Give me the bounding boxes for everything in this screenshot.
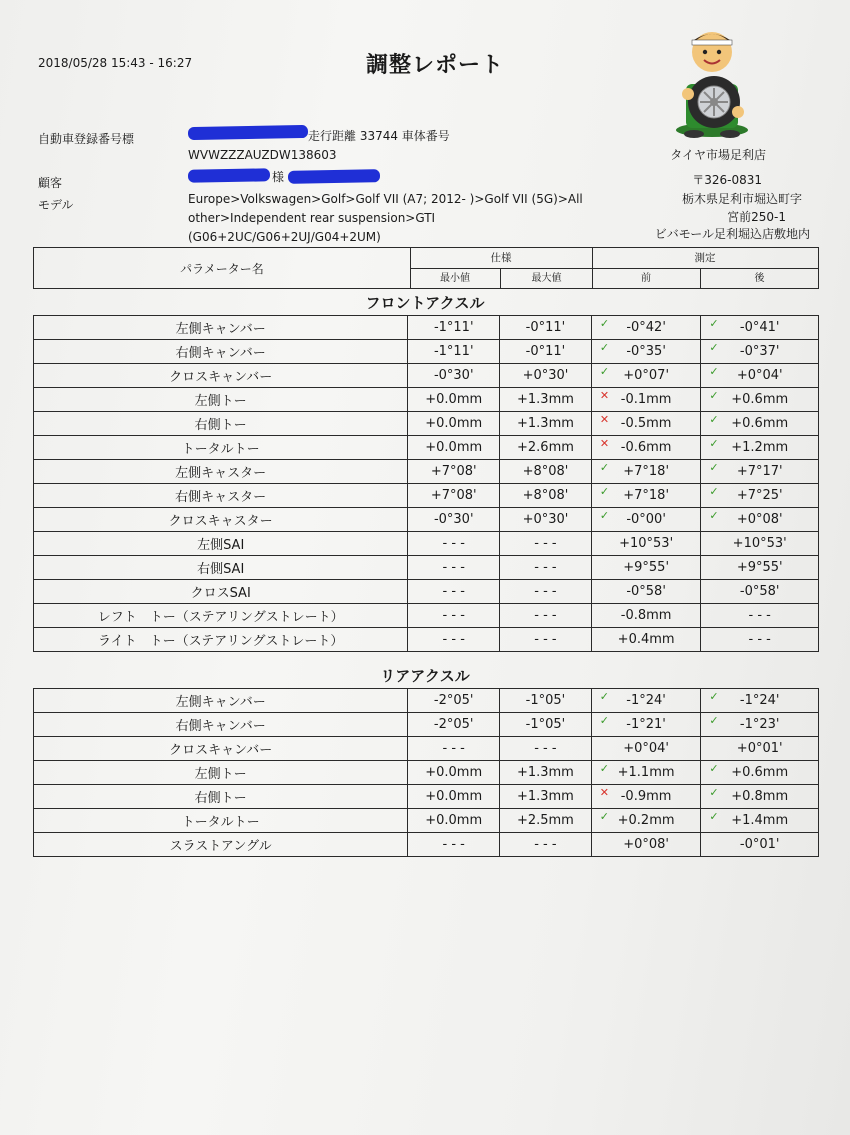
spec-min-cell: [408, 532, 500, 556]
check-icon: ✓: [709, 690, 719, 703]
measure-rear-cell: [701, 580, 819, 604]
measure-front-cell: [591, 436, 701, 460]
spec-max: +1.3mm: [516, 789, 574, 804]
param-name: クロスキャンバー: [169, 370, 273, 385]
spec-min-cell: [408, 436, 500, 460]
measure-front-cell: [591, 484, 701, 508]
check-icon: ✓: [709, 810, 719, 823]
param-name: 左側キャンバー: [175, 695, 266, 710]
check-icon: ✓: [709, 317, 719, 330]
measure-rear-cell: [701, 508, 819, 532]
spec-max-cell: [500, 556, 592, 580]
param-name: 右側SAI: [197, 562, 245, 577]
measure-front: +10°53': [619, 536, 674, 551]
spec-max-cell: [500, 388, 592, 412]
front-axle-table: [33, 315, 819, 652]
table-row: [34, 628, 819, 652]
measure-front-cell: [591, 460, 701, 484]
measure-front: +9°55': [623, 560, 670, 575]
measure-rear: +0°04': [736, 368, 783, 383]
vin-number: WVWZZZAUZDW138603: [188, 148, 337, 162]
check-icon: ✓: [599, 690, 609, 703]
measure-rear-cell: [701, 809, 819, 833]
spec-min-cell: [408, 460, 500, 484]
table-row: [34, 689, 819, 713]
table-row: [34, 388, 819, 412]
param-name-cell: [34, 809, 408, 833]
spec-min-cell: [408, 388, 500, 412]
measure-front: -0°58': [626, 584, 666, 599]
param-name: クロスキャンバー: [169, 743, 273, 758]
measure-rear: +1.4mm: [731, 813, 789, 828]
spec-max: +2.5mm: [516, 813, 574, 828]
table-row: [34, 785, 819, 809]
check-icon: ✓: [709, 341, 719, 354]
measure-rear: +0.6mm: [731, 416, 789, 431]
spec-min: +0.0mm: [425, 765, 483, 780]
spec-min: - - -: [442, 584, 465, 599]
spec-max: -0°11': [525, 344, 566, 359]
measure-front-cell: [591, 340, 701, 364]
spec-min: +7°08': [430, 488, 477, 503]
param-name-cell: [34, 508, 408, 532]
table-row: [34, 460, 819, 484]
measure-rear-cell: [701, 628, 819, 652]
measure-front: -0°42': [626, 320, 666, 335]
spec-min: - - -: [442, 608, 465, 623]
shop-address-2: 宮前250-1: [727, 210, 786, 224]
measure-front-cell: [591, 556, 701, 580]
measure-front-cell: [591, 628, 701, 652]
measure-front-cell: [591, 364, 701, 388]
param-name: クロスキャスター: [168, 514, 273, 529]
param-name: クロスSAI: [190, 586, 251, 601]
spec-min: +0.0mm: [425, 813, 483, 828]
spec-min: - - -: [442, 837, 465, 852]
header-param: パラメーター名: [180, 262, 264, 276]
measure-front-cell: [591, 388, 701, 412]
param-name: レフト トー（ステアリングストレート）: [97, 610, 344, 625]
spec-max: +0°30': [522, 368, 569, 383]
measure-rear-cell: [701, 532, 819, 556]
check-icon: ✓: [709, 485, 719, 498]
spec-max-cell: [500, 364, 592, 388]
spec-max: +0°30': [522, 512, 569, 527]
spec-min-cell: [408, 689, 500, 713]
tire-mascot-logo: [664, 22, 760, 140]
param-name-cell: [34, 713, 408, 737]
spec-max-cell: [500, 713, 592, 737]
spec-max: +1.3mm: [517, 392, 574, 407]
registration-redaction: [188, 125, 308, 140]
spec-min-cell: [408, 628, 500, 652]
spec-min-cell: [408, 737, 500, 761]
param-name-cell: [34, 833, 408, 857]
check-icon: ✓: [709, 786, 719, 799]
spec-min-cell: [408, 340, 500, 364]
measure-rear: +7°25': [736, 488, 783, 503]
param-name-cell: [34, 785, 408, 809]
model-line-3: (G06+2UC/G06+2UJ/G04+2UM): [188, 230, 381, 244]
measure-rear: +0.6mm: [731, 765, 789, 780]
spec-max: - - -: [534, 536, 557, 551]
param-name: 右側キャスター: [175, 490, 267, 505]
param-name: 左側キャンバー: [175, 322, 266, 337]
table-row: [34, 580, 819, 604]
measure-front: -0.8mm: [620, 608, 672, 623]
spec-max: +8°08': [522, 464, 569, 479]
measure-front: +0°08': [623, 837, 669, 852]
check-icon: ✓: [599, 714, 609, 727]
measure-front-cell: [591, 316, 701, 340]
measure-rear: -0°41': [739, 320, 780, 335]
measure-front: +1.1mm: [617, 765, 675, 780]
check-icon: ✓: [599, 509, 610, 522]
model-label: モデル: [38, 198, 74, 212]
measure-front-cell: [591, 809, 701, 833]
check-icon: ✓: [599, 341, 610, 354]
spec-min: +7°08': [430, 464, 477, 479]
param-name: ライト トー（ステアリングストレート）: [97, 634, 344, 649]
spec-min: -2°05': [433, 717, 474, 732]
spec-max: - - -: [534, 741, 557, 756]
param-name-cell: [34, 532, 408, 556]
param-name-cell: [34, 340, 408, 364]
spec-min: +0.0mm: [425, 416, 483, 431]
measure-rear: +0°08': [736, 512, 783, 527]
param-name-cell: [34, 761, 408, 785]
measure-rear-cell: [701, 364, 819, 388]
spec-min: - - -: [442, 632, 465, 647]
header-measure: 測定: [592, 248, 818, 269]
measure-rear: -0°37': [739, 344, 780, 359]
measure-rear: +0.6mm: [731, 392, 789, 407]
check-icon: ✓: [599, 762, 609, 775]
measure-rear: +0.8mm: [731, 789, 789, 804]
shop-address-3: ビバモール足利堀込店敷地内: [654, 227, 810, 241]
measure-rear-cell: [701, 761, 819, 785]
measure-front: +7°18': [623, 488, 670, 503]
measure-front-cell: [591, 532, 701, 556]
spec-max: +1.3mm: [517, 416, 574, 431]
param-name: 左側トー: [194, 767, 247, 782]
spec-min: -2°05': [433, 693, 474, 708]
param-name: スラストアングル: [169, 839, 272, 854]
param-name-cell: [34, 364, 408, 388]
measure-front-cell: [591, 604, 701, 628]
spec-min: +0.0mm: [425, 789, 483, 804]
measure-front: -1°21': [626, 717, 666, 732]
check-icon: ✓: [709, 389, 719, 402]
param-name-cell: [34, 460, 408, 484]
check-icon: ✓: [599, 365, 610, 378]
param-name-cell: [34, 580, 408, 604]
model-line-2: other>Independent rear suspension>GTI: [188, 211, 436, 225]
table-row: [34, 508, 819, 532]
front-axle-title: フロントアクスル: [365, 294, 485, 312]
spec-min: - - -: [442, 560, 465, 575]
customer-suffix: 様: [272, 170, 285, 184]
param-name: 左側SAI: [197, 538, 245, 553]
spec-max-cell: [500, 340, 592, 364]
param-name: 左側トー: [194, 394, 247, 409]
spec-min-cell: [408, 556, 500, 580]
measure-front: +0.4mm: [617, 632, 675, 647]
cross-icon: ✕: [599, 437, 610, 450]
param-name-cell: [34, 628, 408, 652]
param-name-cell: [34, 556, 408, 580]
measure-rear-cell: [701, 713, 819, 737]
measure-rear: +7°17': [736, 464, 783, 479]
header-spec: 仕様: [410, 248, 593, 269]
check-icon: ✓: [709, 714, 719, 727]
spec-max-cell: [500, 737, 592, 761]
measure-front: -0.6mm: [620, 440, 672, 455]
mileage-text: 走行距離 33744 車体番号: [308, 129, 450, 143]
measure-front-cell: [591, 713, 701, 737]
param-name: 右側トー: [194, 418, 247, 433]
param-name-cell: [34, 388, 408, 412]
measure-rear-cell: [701, 689, 819, 713]
spec-min: +0.0mm: [425, 440, 483, 455]
cross-icon: ✕: [599, 413, 610, 426]
table-row: [34, 761, 819, 785]
param-name-cell: [34, 316, 408, 340]
check-icon: ✓: [709, 461, 719, 474]
spec-min-cell: [408, 761, 500, 785]
measure-rear: - - -: [748, 608, 771, 623]
measure-front: -1°24': [626, 693, 666, 708]
measure-rear-cell: [701, 412, 819, 436]
param-name-cell: [34, 689, 408, 713]
spec-max: +1.3mm: [516, 765, 574, 780]
check-icon: ✓: [709, 762, 719, 775]
table-row: [34, 713, 819, 737]
measure-front: -0.5mm: [620, 416, 672, 431]
header-rear: 後: [754, 273, 765, 284]
shop-name: タイヤ市場足利店: [670, 148, 766, 162]
spec-max: -0°11': [525, 320, 566, 335]
param-name-cell: [34, 604, 408, 628]
measure-front: -0.1mm: [620, 392, 672, 407]
spec-max: - - -: [534, 560, 557, 575]
spec-max: +2.6mm: [517, 440, 574, 455]
spec-max: - - -: [534, 608, 557, 623]
spec-max-cell: [500, 508, 592, 532]
measure-front: +0.2mm: [617, 813, 675, 828]
measure-front: +7°18': [623, 464, 670, 479]
spec-max-cell: [500, 460, 592, 484]
table-row: [34, 809, 819, 833]
param-name-cell: [34, 484, 408, 508]
measure-rear: +9°55': [736, 560, 783, 575]
check-icon: ✓: [709, 365, 719, 378]
spec-min: -1°11': [433, 344, 474, 359]
spec-max: -1°05': [525, 693, 566, 708]
param-name: 左側キャスター: [175, 466, 267, 481]
check-icon: ✓: [709, 437, 719, 450]
spec-min-cell: [408, 484, 500, 508]
spec-max: - - -: [534, 837, 557, 852]
spec-min: -0°30': [433, 368, 474, 383]
measure-rear: +1.2mm: [731, 440, 789, 455]
spec-max-cell: [500, 785, 592, 809]
header-min: 最小値: [410, 269, 501, 288]
spec-max-cell: [500, 809, 592, 833]
measure-rear: -1°23': [739, 717, 780, 732]
spec-max: - - -: [534, 584, 557, 599]
check-icon: ✓: [599, 317, 610, 330]
spec-max-cell: [500, 436, 592, 460]
spec-min: -0°30': [433, 512, 474, 527]
header-max: 最大値: [501, 269, 593, 288]
measure-rear-cell: [701, 340, 819, 364]
spec-min-cell: [408, 316, 500, 340]
spec-max-cell: [500, 412, 592, 436]
measure-front: +0°04': [623, 741, 669, 756]
spec-min: -1°11': [433, 320, 474, 335]
param-name: トータルトー: [181, 442, 260, 457]
measure-rear-cell: [701, 737, 819, 761]
spec-max-cell: [500, 532, 592, 556]
measure-front-cell: [591, 412, 701, 436]
registration-label: 自動車登録番号標: [38, 132, 135, 146]
model-line-1: Europe>Volkswagen>Golf>Golf VII (A7; 2012- )>Golf VII (5G)>All: [188, 192, 583, 206]
table-row: [34, 604, 819, 628]
spec-min-cell: [408, 412, 500, 436]
measure-rear: +10°53': [732, 536, 787, 551]
rear-axle-table: [33, 688, 819, 857]
customer-label: 顧客: [38, 176, 63, 190]
table-row: [34, 737, 819, 761]
spec-min-cell: [408, 833, 500, 857]
table-row: [34, 532, 819, 556]
spec-min-cell: [408, 604, 500, 628]
spec-min: +0.0mm: [425, 392, 483, 407]
measure-front-cell: [591, 761, 701, 785]
measure-rear-cell: [701, 556, 819, 580]
spec-min-cell: [408, 508, 500, 532]
check-icon: ✓: [709, 509, 719, 522]
spec-max-cell: [500, 484, 592, 508]
spec-min-cell: [408, 364, 500, 388]
table-row: [34, 316, 819, 340]
measure-rear-cell: [701, 484, 819, 508]
check-icon: ✓: [709, 413, 719, 426]
spec-min-cell: [408, 580, 500, 604]
table-row: [34, 412, 819, 436]
check-icon: ✓: [599, 810, 609, 823]
spec-max: -1°05': [525, 717, 566, 732]
measure-front: -0°00': [626, 512, 666, 527]
spec-min-cell: [408, 713, 500, 737]
cross-icon: ✕: [599, 786, 609, 799]
header-front: 前: [592, 269, 701, 288]
measure-front-cell: [591, 689, 701, 713]
measure-rear-cell: [701, 785, 819, 809]
check-icon: ✓: [599, 461, 610, 474]
spec-min-cell: [408, 785, 500, 809]
measure-rear-cell: [701, 833, 819, 857]
report-datetime: 2018/05/28 15:43 - 16:27: [38, 56, 193, 70]
spec-max-cell: [500, 761, 592, 785]
table-row: [34, 556, 819, 580]
measure-rear: -0°01': [739, 837, 780, 852]
param-name-cell: [34, 436, 408, 460]
param-name: トータルトー: [181, 815, 260, 830]
measure-front: +0°07': [623, 368, 670, 383]
measure-rear-cell: [701, 436, 819, 460]
table-row: [34, 436, 819, 460]
spec-max: - - -: [534, 632, 557, 647]
measure-front: -0.9mm: [620, 789, 672, 804]
measure-rear: +0°01': [736, 741, 783, 756]
table-header: [33, 247, 819, 289]
spec-max-cell: [500, 628, 592, 652]
measure-front-cell: [591, 508, 701, 532]
spec-min-cell: [408, 809, 500, 833]
spec-max: +8°08': [522, 488, 569, 503]
measure-rear-cell: [701, 316, 819, 340]
spec-max-cell: [500, 689, 592, 713]
measure-rear-cell: [701, 604, 819, 628]
measure-front-cell: [591, 833, 701, 857]
spec-min: - - -: [442, 741, 465, 756]
measure-front-cell: [591, 737, 701, 761]
rear-axle-title: リアアクスル: [380, 667, 470, 685]
measure-front-cell: [591, 580, 701, 604]
param-name-cell: [34, 412, 408, 436]
spec-max-cell: [500, 580, 592, 604]
table-row: [34, 833, 819, 857]
measure-front-cell: [591, 785, 701, 809]
param-name: 右側キャンバー: [175, 719, 266, 734]
param-name-cell: [34, 737, 408, 761]
measure-rear: -1°24': [739, 693, 780, 708]
table-row: [34, 340, 819, 364]
param-name: 右側トー: [194, 791, 247, 806]
spec-max-cell: [500, 604, 592, 628]
customer-redaction-1: [188, 168, 270, 182]
measure-rear-cell: [701, 460, 819, 484]
spec-max-cell: [500, 316, 592, 340]
measure-rear: -0°58': [739, 584, 780, 599]
report-title: 調整レポート: [365, 53, 504, 78]
cross-icon: ✕: [599, 389, 610, 402]
table-row: [34, 364, 819, 388]
shop-postal: 〒326-0831: [692, 173, 762, 187]
measure-front: -0°35': [626, 344, 666, 359]
param-name: 右側キャンバー: [175, 346, 266, 361]
spec-min: - - -: [442, 536, 465, 551]
check-icon: ✓: [599, 485, 610, 498]
measure-rear-cell: [701, 388, 819, 412]
customer-redaction-2: [288, 169, 380, 184]
measure-rear: - - -: [748, 632, 771, 647]
spec-max-cell: [500, 833, 592, 857]
table-row: [34, 484, 819, 508]
shop-address-1: 栃木県足利市堀込町字: [681, 192, 802, 206]
